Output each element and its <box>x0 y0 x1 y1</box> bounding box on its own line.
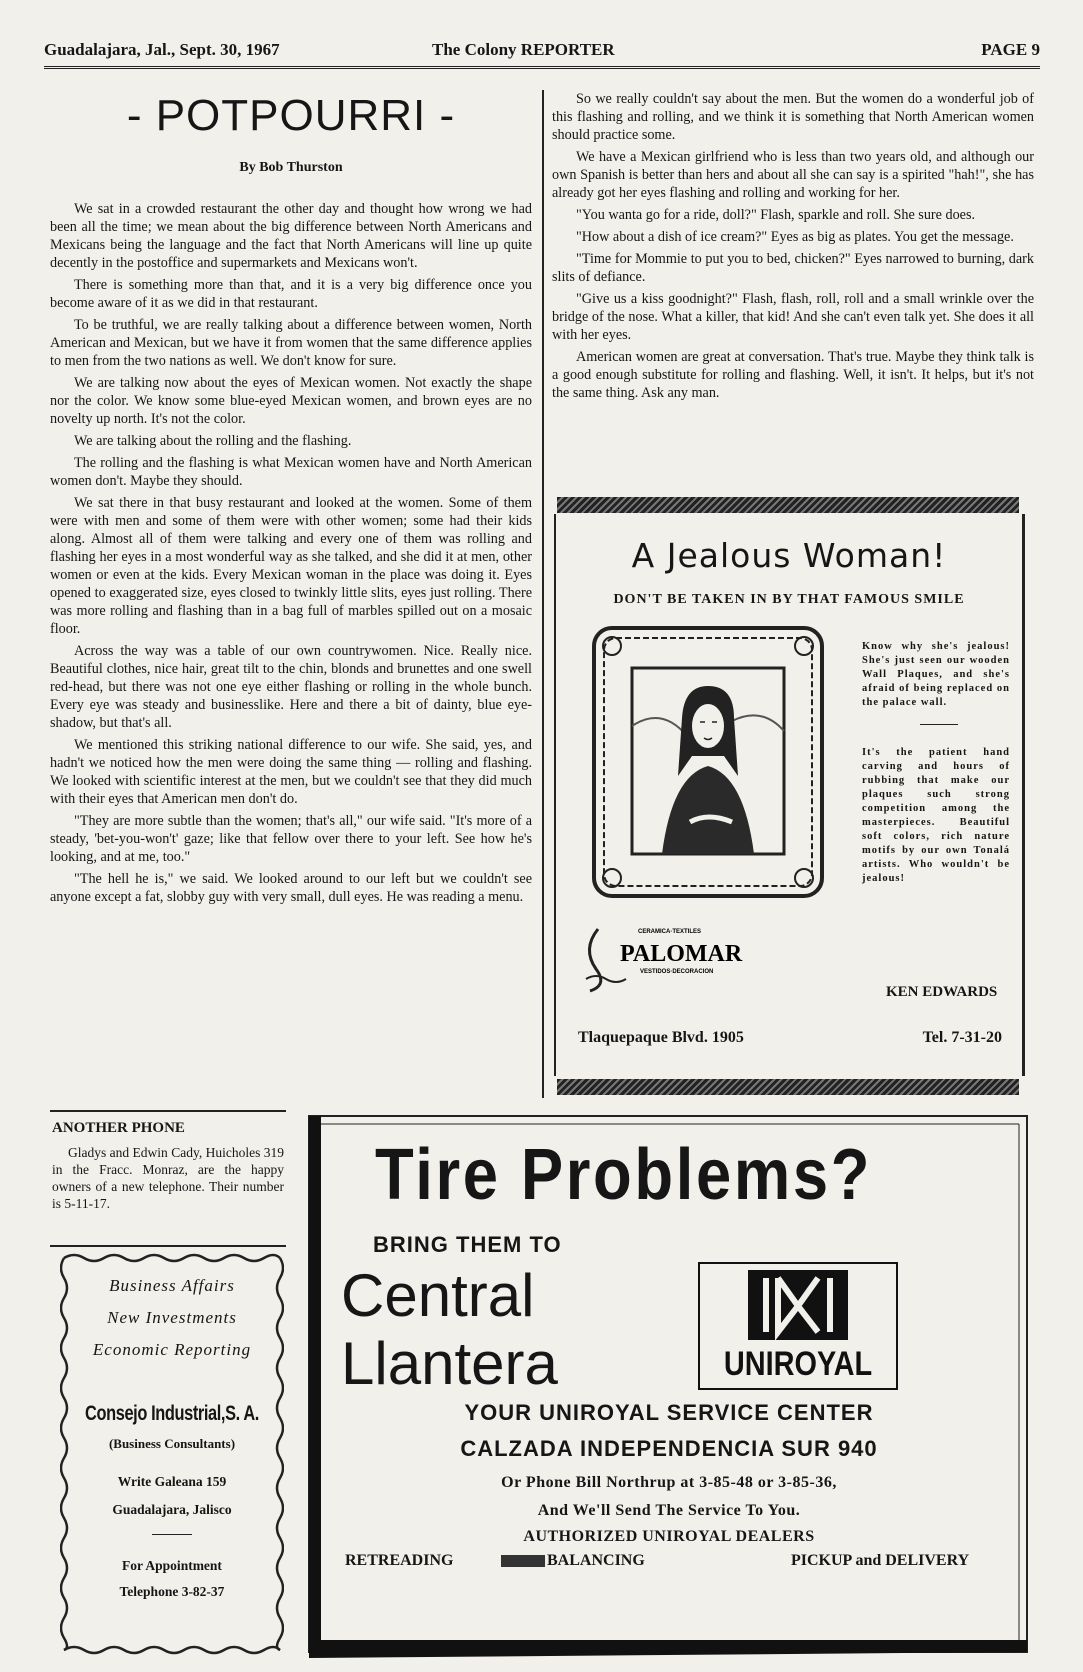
uniroyal-emblem-icon <box>748 1270 848 1340</box>
article-paragraph: "Give us a kiss goodnight?" Flash, flash, roll, roll and a small wrinkle over the bridge of the nose. What a killer, that kid! And she can't even talk yet. She does it all with her eyes. <box>552 291 1034 343</box>
consejo-industrial-ad <box>60 1252 284 1656</box>
consejo-divider <box>152 1534 192 1535</box>
article-paragraph: There is something more than that, and it is a very big difference once you become aware of it as we did in that restaurant. <box>50 277 532 311</box>
palomar-logo-name: PALOMAR <box>620 941 743 967</box>
article-paragraph: "They are more subtle than the women; that's all," our wife said. "It's more of a steady, 'bet-you-won't' gaze; like that fellow over there to your left. See how he's looking, and at me, too." <box>50 813 532 865</box>
masthead-paper-name: The Colony REPORTER <box>432 40 615 59</box>
article-paragraph: We are talking now about the eyes of Mexican women. Not exactly the shape nor the color. We know some blue-eyed Mexican women, and brown eyes are no novelty up north. It's not the color. <box>50 375 532 427</box>
tire-bring-line: BRING THEM TO <box>373 1232 562 1257</box>
consejo-address: Write Galeana 159 <box>117 1474 227 1489</box>
tire-retreading: RETREADING <box>345 1552 454 1569</box>
article-paragraph: "You wanta go for a ride, doll?" Flash, sparkle and roll. She sure does. <box>576 207 976 223</box>
ad-body-text-1: Know why she's jealous! She's just seen our wooden Wall Plaques, and she's afraid of being replaced on the palace wall. <box>862 641 1010 708</box>
masthead <box>44 38 1040 69</box>
article-column-right <box>552 90 1034 406</box>
ad-contact-name: KEN EDWARDS <box>886 984 998 1000</box>
ad-headline: A Jealous Woman! <box>631 536 947 575</box>
tire-send-service: And We'll Send The Service To You. <box>537 1502 801 1519</box>
article-paragraph: American women are great at conversation. That's true. Maybe they think talk is a good enough substitute for rolling and flashing. Well, it isn't. It helps, but it's not the same thing. Ask any man. <box>552 349 1034 401</box>
consejo-subtitle: (Business Consultants) <box>108 1436 236 1451</box>
article-title: - POTPOURRI - <box>126 91 456 140</box>
article-body-right <box>552 90 1034 402</box>
article-paragraph: We sat in a crowded restaurant the other day and thought how wrong we had been all the time; we mean about the big difference between North Americans and Mexicans being the language and the fact that North Americans will line up quite decently in the postoffice and supermarkets and Mexicans won't. <box>50 201 532 271</box>
article-paragraph: Across the way was a table of our own countrywomen. Nice. Really nice. Beautiful clothes, nice hair, great tilt to the chin, blonds and brunettes and one swell red-head, but there was not one eye either flashing or rolling in the whole bunch. Every eye was steady and businesslike. Here and there a bit of dainty, blue eye-shadow, but that's all. <box>50 643 532 731</box>
ad-frame <box>554 514 1025 1076</box>
tire-address: CALZADA INDEPENDENCIA SUR 940 <box>460 1436 878 1461</box>
consejo-telephone: Telephone 3-82-37 <box>119 1584 225 1599</box>
notice-text: Gladys and Edwin Cady, Huicholes 319 in the Fracc. Monraz, are the happy owners of a new telephone. Their number is 5-11-17. <box>52 1145 284 1211</box>
tire-pickup-delivery: PICKUP and DELIVERY <box>791 1552 970 1569</box>
consejo-service-2: New Investments <box>107 1308 237 1327</box>
article-paragraph: We sat there in that busy restaurant and looked at the women. Some of them were with men and some of them were with other women; some had their kids along. Almost all of them were talking and every one of them was rolling and flashing her eyes in a most wonderful way as she talked, and she did it at men, other women or even at the kids. Every Mexican woman in the place was doing it. Eyes opened to exaggerated size, eyes closed to twinkly little slits, eyes just rolling. There was more rolling and flashing than in a bag full of marbles spilled out on a mosaic floor. <box>50 495 532 637</box>
article-column-left <box>50 90 532 1100</box>
palomar-logo-bottom-text: VESTIDOS·DECORACION <box>640 969 714 975</box>
consejo-service-1: Business Affairs <box>109 1276 235 1295</box>
article-paragraph: We mentioned this striking national difference to our wife. She said, yes, and hadn't we noticed how the men were doing the same thing — rolling and flashing. We looked with scientific interest at the men, but we couldn't see that they did much with their eyes that American men don't do. <box>50 737 532 807</box>
tire-balancing-label: BALANCING <box>547 1552 645 1569</box>
ad-divider <box>920 724 958 725</box>
uniroyal-logo <box>698 1262 898 1390</box>
article-paragraph: The rolling and the flashing is what Mexican women have and North American women don't. Maybe they should. <box>50 455 532 489</box>
consejo-service-3: Economic Reporting <box>92 1340 252 1359</box>
ad-address: Tlaquepaque Blvd. 1905 <box>578 1029 744 1046</box>
consejo-company-name: Consejo Industrial,S. A. <box>85 1402 259 1425</box>
notice-rule-bottom <box>50 1245 286 1247</box>
tire-icon <box>501 1555 545 1567</box>
tire-business-name-line1: Central <box>341 1262 535 1329</box>
tire-service-center: YOUR UNIROYAL SERVICE CENTER <box>464 1400 874 1425</box>
notice-heading: ANOTHER PHONE <box>52 1120 185 1136</box>
article-title-text: POTPOURRI <box>155 91 427 140</box>
tire-headline: Tire Problems? <box>375 1135 873 1215</box>
ad-phone: Tel. 7-31-20 <box>922 1029 1002 1046</box>
ad-body-text-2: It's the patient hand carving and hours of rubbing that make our plaques such strong competition among the masterpieces. Beautiful soft colors, rich nature motifs by our own Tonalá artists. Who wouldn't be jealous! <box>862 747 1010 884</box>
palomar-logo-top-text: CERAMICA·TEXTILES <box>638 929 701 935</box>
uniroyal-wordmark: UNIROYAL <box>723 1345 873 1383</box>
notice-rule-top <box>50 1110 286 1112</box>
central-llantera-ad <box>305 1110 1033 1662</box>
column-divider <box>542 90 544 1098</box>
article-paragraph: To be truthful, we are really talking about a difference between women, North American and Mexican, but we have it from women that the same difference applies to men from the two nations as well. We don't know for sure. <box>50 317 532 369</box>
article-paragraph: So we really couldn't say about the men. But the women do a wonderful job of this flashing and rolling, and we think it is something that North American women should practice some. <box>552 91 1034 143</box>
jealous-woman-ad <box>552 497 1024 1097</box>
tire-phone: Or Phone Bill Northrup at 3-85-48 or 3-85-36, <box>501 1474 837 1491</box>
article-paragraph: "Time for Mommie to put you to bed, chicken?" Eyes narrowed to burning, dark slits of defiance. <box>552 251 1034 285</box>
masthead-dateline: Guadalajara, Jal., Sept. 30, 1967 <box>44 40 280 59</box>
article-paragraph: "The hell he is," we said. We looked around to our left but we couldn't see anyone except a fat, slobby guy with very small, dull eyes. He was reading a menu. <box>50 871 532 905</box>
mona-lisa-plaque-illustration <box>592 626 824 898</box>
tire-business-name-line2: Llantera <box>341 1330 558 1397</box>
tire-business-name <box>341 1262 558 1398</box>
article-byline: By Bob Thurston <box>239 160 343 175</box>
article-paragraph: We have a Mexican girlfriend who is less than two years old, and although our own Spanish is better than hers and about all she can say is a spirited "hah!", she has already got her eyes flashing and rolling and working for her. <box>552 149 1034 201</box>
masthead-page-number: PAGE 9 <box>981 40 1040 59</box>
ad-border-top <box>557 497 1019 513</box>
ad-subheadline: DON'T BE TAKEN IN BY THAT FAMOUS SMILE <box>613 592 965 607</box>
article-body-left <box>50 200 532 906</box>
article-paragraph: "How about a dish of ice cream?" Eyes as big as plates. You get the message. <box>576 229 1014 245</box>
tire-authorized-dealers: AUTHORIZED UNIROYAL DEALERS <box>523 1528 815 1545</box>
ad-border-bottom <box>557 1079 1019 1095</box>
consejo-appointment: For Appointment <box>122 1558 222 1573</box>
article-paragraph: We are talking about the rolling and the flashing. <box>74 433 352 449</box>
consejo-city: Guadalajara, Jalisco <box>112 1502 232 1517</box>
palomar-logo <box>578 919 768 999</box>
tire-balancing <box>501 1552 645 1570</box>
notice-body <box>52 1144 284 1212</box>
